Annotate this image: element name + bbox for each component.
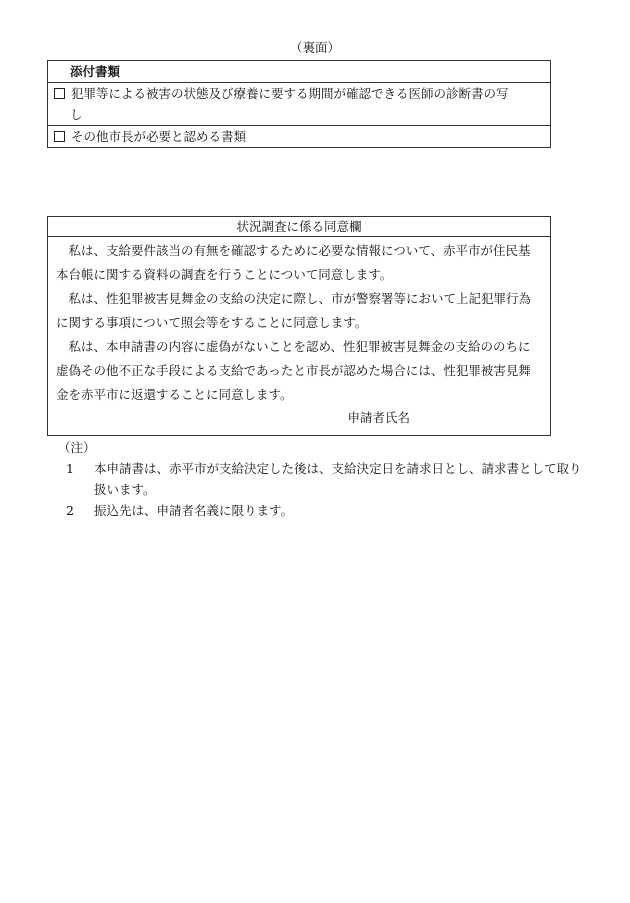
applicant-name-field[interactable] — [48, 407, 550, 429]
attachment-label-continued: し — [70, 107, 83, 122]
note-item — [66, 500, 582, 521]
notes-section — [58, 437, 582, 521]
consent-title: 状況調査に係る同意欄 — [48, 217, 550, 237]
attachment-label: その他市長が必要と認める書類 — [71, 129, 247, 144]
attachment-checkbox[interactable] — [54, 131, 65, 142]
attachment-row — [48, 83, 551, 126]
consent-section — [47, 216, 551, 436]
consent-paragraph: 私は、支給要件該当の有無を確認するために必要な情報について、赤平市が住民基本台帳に関する資料の調査を行うことについて同意します。 — [56, 243, 531, 282]
attachments-table — [47, 60, 551, 148]
attachments-heading: 添付書類 — [48, 61, 551, 83]
note-text: 振込先は、申請者名義に限ります。 — [94, 503, 294, 518]
note-item — [66, 458, 582, 500]
applicant-name-label: 申請者氏名 — [347, 410, 410, 425]
page-title: （裏面） — [289, 40, 340, 55]
consent-paragraph: 私は、性犯罪被害見舞金の支給の決定に際し、市が警察署等において上記犯罪行為に関する事項について照会等をすることに同意します。 — [56, 291, 532, 330]
note-text: 本申請書は、赤平市が支給決定した後は、支給決定日を請求日とし、請求書として取り扱います。 — [94, 461, 582, 497]
consent-paragraph: 私は、本申請書の内容に虚偽がないことを認め、性犯罪被害見舞金の支給ののちに虚偽その他不正な手段による支給であったと市長が認めた場合には、性犯罪被害見舞金を赤平市に返還することに同意します。 — [56, 339, 531, 402]
attachment-row — [48, 126, 551, 148]
note-number: 2 — [66, 503, 74, 518]
attachment-label: 犯罪等による被害の状態及び療養に要する期間が確認できる医師の診断書の写 — [71, 86, 509, 101]
attachment-checkbox[interactable] — [54, 88, 65, 99]
note-number: 1 — [66, 461, 74, 476]
notes-heading: （注） — [58, 440, 96, 455]
